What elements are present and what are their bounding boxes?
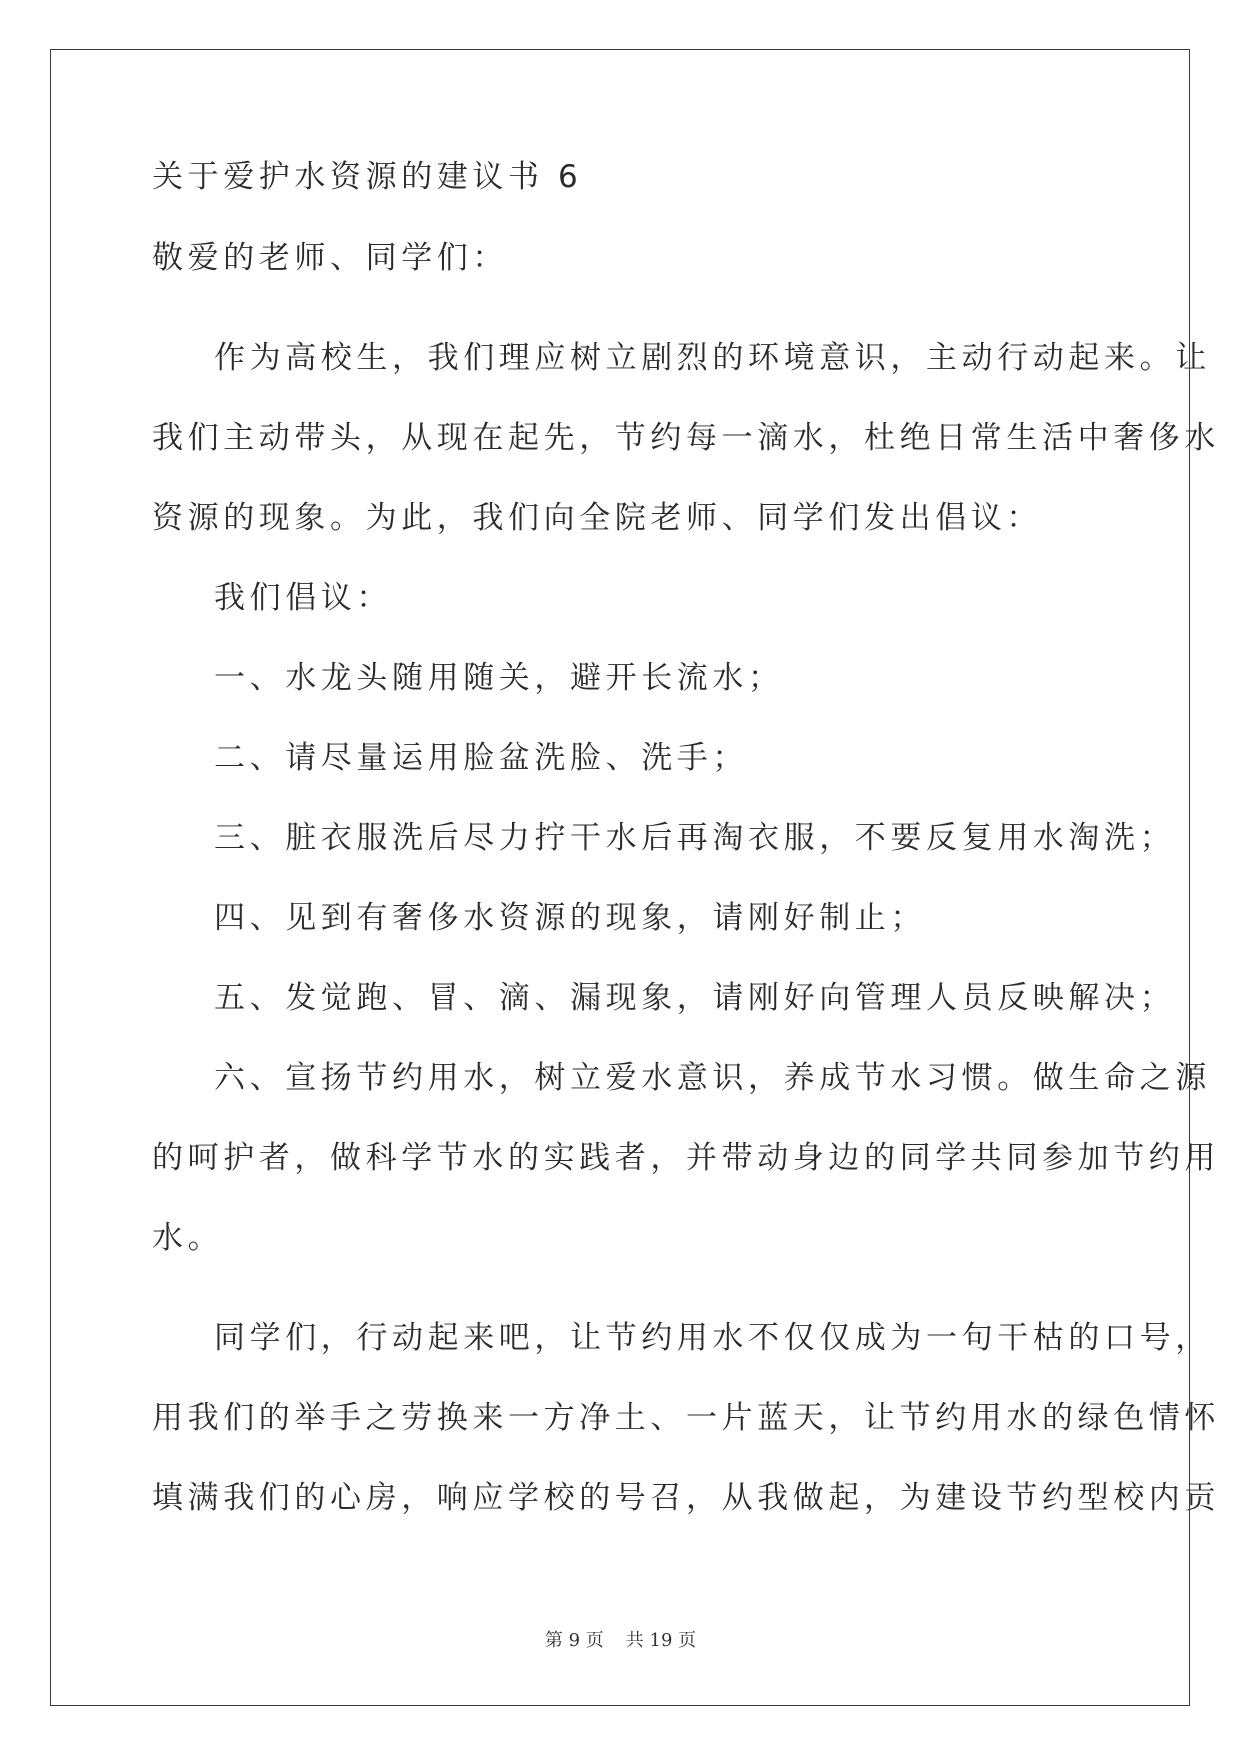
page-number: 第 9 页 xyxy=(544,1630,604,1651)
page-border xyxy=(50,49,1190,1706)
paragraph-line: 的呵护者，做科学节水的实践者，并带动身边的同学共同参加节约用 xyxy=(152,1140,1220,1176)
total-pages: 共 19 页 xyxy=(625,1630,697,1651)
proposal-item-3: 三、脏衣服洗后尽力拧干水后再淘衣服，不要反复用水淘洗； xyxy=(214,820,1176,856)
proposal-heading: 我们倡议： xyxy=(214,580,392,616)
paragraph-line: 我们主动带头，从现在起先，节约每一滴水，杜绝日常生活中奢侈水 xyxy=(152,420,1220,456)
proposal-item-5: 五、发觉跑、冒、滴、漏现象，请刚好向管理人员反映解决； xyxy=(214,980,1176,1016)
paragraph-line: 填满我们的心房，响应学校的号召，从我做起，为建设节约型校内贡 xyxy=(152,1480,1220,1516)
salutation: 敬爱的老师、同学们： xyxy=(152,240,508,276)
proposal-item-1: 一、水龙头随用随关，避开长流水； xyxy=(214,660,784,696)
page-footer xyxy=(0,1626,1241,1652)
proposal-item-6: 六、宣扬节约用水，树立爱水意识，养成节水习惯。做生命之源 xyxy=(214,1060,1211,1096)
proposal-item-2: 二、请尽量运用脸盆洗脸、洗手； xyxy=(214,740,748,776)
proposal-item-4: 四、见到有奢侈水资源的现象，请刚好制止； xyxy=(214,900,926,936)
paragraph-line: 同学们，行动起来吧，让节约用水不仅仅成为一句干枯的口号， xyxy=(214,1320,1211,1356)
paragraph-line: 作为高校生，我们理应树立剧烈的环境意识，主动行动起来。让 xyxy=(214,340,1211,376)
paragraph-line: 用我们的举手之劳换来一方净土、一片蓝天，让节约用水的绿色情怀 xyxy=(152,1400,1220,1436)
paragraph-line: 资源的现象。为此，我们向全院老师、同学们发出倡议： xyxy=(152,500,1042,536)
document-title: 关于爱护水资源的建议书 6 xyxy=(152,159,583,195)
paragraph-line: 水。 xyxy=(152,1220,224,1256)
